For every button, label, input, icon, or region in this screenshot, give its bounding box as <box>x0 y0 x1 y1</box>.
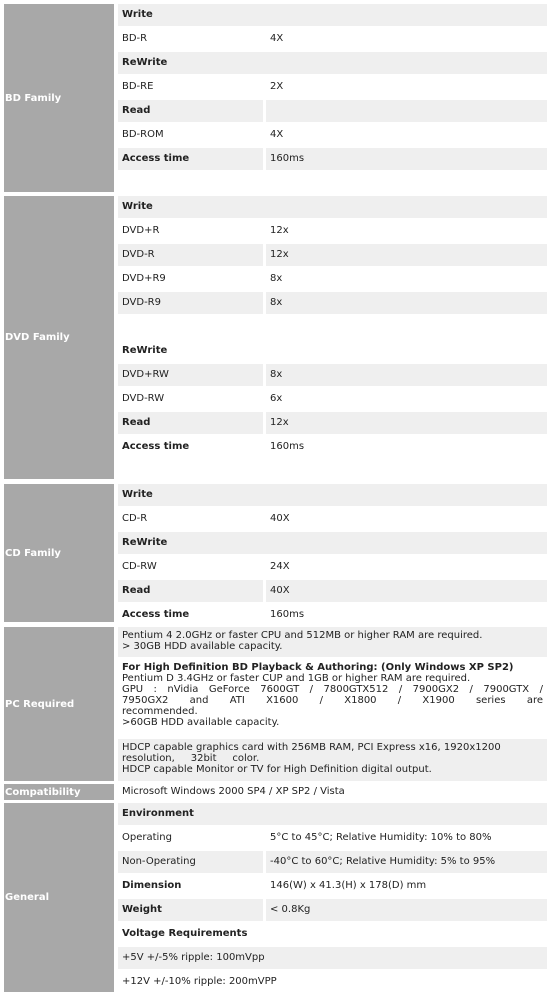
dvd-row <box>118 340 547 362</box>
row-value: < 0.8Kg <box>266 899 547 921</box>
row-value: 8x <box>266 364 547 386</box>
row-value: 8x <box>266 292 547 314</box>
general-row <box>118 923 547 945</box>
cd-row <box>118 508 547 530</box>
row-value: 12x <box>266 412 547 434</box>
row-label: CD-R <box>118 508 263 530</box>
row-label: Access time <box>118 148 263 170</box>
cd-row <box>118 532 547 554</box>
cd-row <box>118 604 547 626</box>
dvd-row <box>118 196 547 218</box>
dvd-row <box>118 388 547 410</box>
cd-row <box>118 580 547 602</box>
row-value: 24X <box>266 556 547 578</box>
row-label: Read <box>118 412 263 434</box>
pc-hdcp-requirements <box>118 739 547 781</box>
pc-hd-requirements <box>118 659 547 737</box>
row-label: Dimension <box>118 875 263 897</box>
pc-line: 7950GX2 and ATI X1600 / X1800 / X1900 series are <box>122 695 543 706</box>
row-value <box>266 100 547 122</box>
dvd-row <box>118 220 547 242</box>
dvd-row <box>118 412 547 434</box>
row-label: ReWrite <box>118 340 547 362</box>
row-label: +5V +/-5% ripple: 100mVpp <box>118 947 547 969</box>
section-cd-family <box>0 484 551 622</box>
section-pc-required <box>0 627 551 781</box>
dvd-row <box>118 244 547 266</box>
pc-line: > 30GB HDD available capacity. <box>122 641 283 652</box>
row-label: DVD-R9 <box>118 292 263 314</box>
cd-row <box>118 484 547 506</box>
row-label: Read <box>118 580 263 602</box>
section-dvd-family <box>0 196 551 479</box>
row-value: 12x <box>266 220 547 242</box>
compat-value: Microsoft Windows 2000 SP4 / XP SP2 / Vista <box>118 784 547 800</box>
row-label: BD-R <box>118 28 263 50</box>
cd-row <box>118 556 547 578</box>
pc-line: resolution, 32bit color. <box>122 753 260 764</box>
section-label-cd: CD Family <box>4 484 114 622</box>
row-label: Operating <box>118 827 263 849</box>
row-label: BD-RE <box>118 76 263 98</box>
row-label: Weight <box>118 899 263 921</box>
row-value: 160ms <box>266 436 547 458</box>
pc-line: GPU : nVidia GeForce 7600GT / 7800GTX512 / 7900GX2 / 7900GTX / <box>122 684 543 695</box>
bd-row <box>118 4 547 26</box>
general-row <box>118 971 547 993</box>
row-value: 2X <box>266 76 547 98</box>
bd-row <box>118 100 547 122</box>
general-row <box>118 875 547 897</box>
dvd-row <box>118 436 547 458</box>
row-value: 6x <box>266 388 547 410</box>
row-label: Read <box>118 100 263 122</box>
dvd-row <box>118 364 547 386</box>
bd-row <box>118 148 547 170</box>
row-value: 12x <box>266 244 547 266</box>
section-general <box>0 803 551 992</box>
bd-row <box>118 124 547 146</box>
row-label: ReWrite <box>118 52 547 74</box>
pc-line: recommended. <box>122 706 198 717</box>
pc-line: HDCP capable graphics card with 256MB RAM, PCI Express x16, 1920x1200 <box>122 742 501 753</box>
pc-line: Pentium 4 2.0GHz or faster CPU and 512MB or higher RAM are required. <box>122 630 483 641</box>
general-row <box>118 899 547 921</box>
section-label-bd: BD Family <box>4 4 114 192</box>
dvd-row <box>118 268 547 290</box>
section-bd-family <box>0 4 551 192</box>
row-value: 160ms <box>266 148 547 170</box>
section-label-pc: PC Required <box>4 627 114 781</box>
row-value: 8x <box>266 268 547 290</box>
section-label-dvd: DVD Family <box>4 196 114 479</box>
row-label: Voltage Requirements <box>118 923 547 945</box>
row-value: 40X <box>266 580 547 602</box>
row-label: Access time <box>118 436 263 458</box>
bd-row <box>118 28 547 50</box>
row-label: +12V +/-10% ripple: 200mVPP <box>118 971 547 993</box>
general-row <box>118 851 547 873</box>
row-label: ReWrite <box>118 532 547 554</box>
row-label: DVD-RW <box>118 388 263 410</box>
pc-hd-title: For High Definition BD Playback & Authoring: (Only Windows XP SP2) <box>122 662 514 673</box>
row-label: Write <box>118 4 547 26</box>
pc-min-requirements <box>118 627 547 657</box>
section-compatibility <box>0 784 551 800</box>
row-value: 146(W) x 41.3(H) x 178(D) mm <box>266 875 547 897</box>
row-value: 5°C to 45°C; Relative Humidity: 10% to 80% <box>266 827 547 849</box>
row-value: 40X <box>266 508 547 530</box>
bd-row <box>118 76 547 98</box>
dvd-row <box>118 292 547 314</box>
section-label-general: General <box>4 803 114 992</box>
row-label: DVD+RW <box>118 364 263 386</box>
row-label: DVD+R9 <box>118 268 263 290</box>
row-value: 4X <box>266 124 547 146</box>
row-label: CD-RW <box>118 556 263 578</box>
row-label: BD-ROM <box>118 124 263 146</box>
row-value: 160ms <box>266 604 547 626</box>
row-label: Write <box>118 484 547 506</box>
general-row <box>118 803 547 825</box>
row-label: DVD-R <box>118 244 263 266</box>
row-value: -40°C to 60°C; Relative Humidity: 5% to 95% <box>266 851 547 873</box>
pc-line: Pentium D 3.4GHz or faster CUP and 1GB or higher RAM are required. <box>122 673 471 684</box>
pc-line: HDCP capable Monitor or TV for High Definition digital output. <box>122 764 432 775</box>
section-label-compat: Compatibility <box>4 784 114 800</box>
row-value: 4X <box>266 28 547 50</box>
bd-row <box>118 52 547 74</box>
general-row <box>118 827 547 849</box>
row-label: Access time <box>118 604 263 626</box>
pc-line: >60GB HDD available capacity. <box>122 717 280 728</box>
general-row <box>118 947 547 969</box>
row-label: Write <box>118 196 547 218</box>
row-label: Non-Operating <box>118 851 263 873</box>
row-label: DVD+R <box>118 220 263 242</box>
row-label: Environment <box>118 803 547 825</box>
